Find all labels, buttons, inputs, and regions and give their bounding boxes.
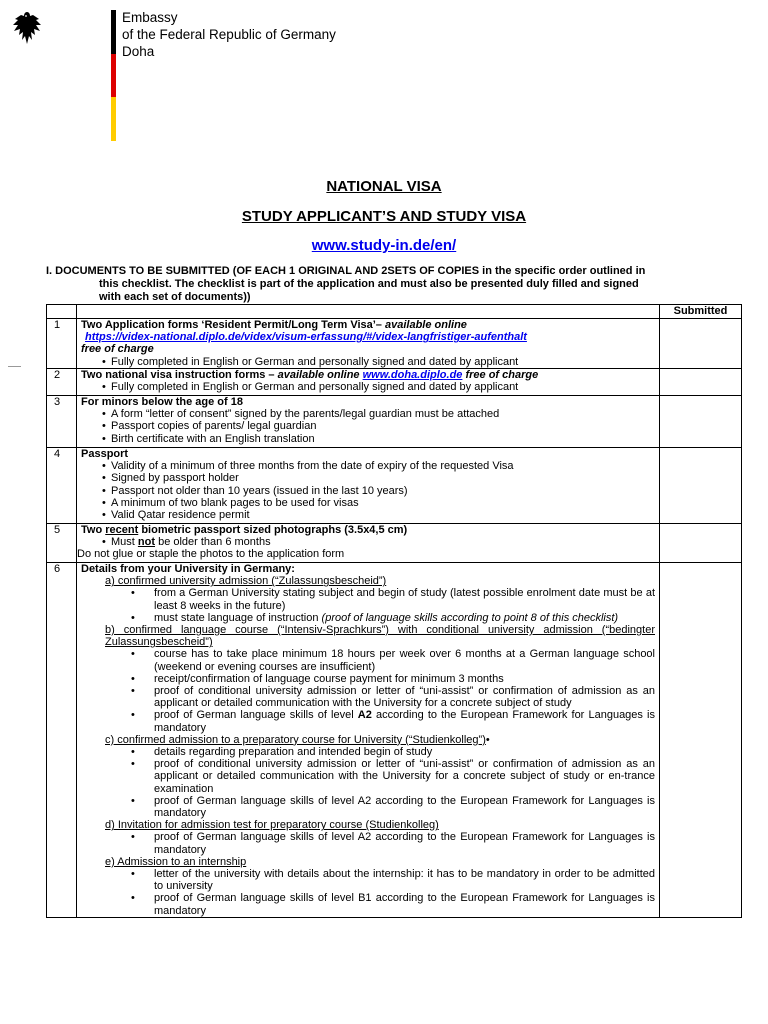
subsection-b-heading: b) confirmed language course (“Intensiv-Sprachkurs”) with conditional university admission (“bedingter Zulassungsbescheid”) [105, 624, 655, 649]
free-of-charge-text: free of charge [81, 343, 154, 356]
list-item [81, 536, 655, 548]
row-number: 2 [47, 369, 77, 396]
list-item: • Passport copies of parents/ legal guardian [81, 420, 655, 432]
table-row [47, 369, 742, 396]
list-item: • Valid Qatar residence permit [81, 509, 655, 521]
subsection-a-heading: a) confirmed university admission (“Zulassungsbescheid”) [105, 575, 387, 588]
photo-note: Do not glue or staple the photos to the application form [77, 548, 345, 561]
submitted-checkbox-cell[interactable] [660, 524, 742, 563]
row-title: Two [81, 524, 106, 536]
list-item-text: Must [111, 536, 138, 549]
intro-line-3: with each set of documents)) [99, 291, 251, 303]
submitted-checkbox-cell[interactable] [660, 319, 742, 369]
list-item-note: (proof of language skills according to point 8 of this checklist) [321, 611, 619, 624]
table-row [47, 448, 742, 524]
federal-eagle-icon [12, 10, 42, 46]
website-link[interactable]: www.study-in.de/en/ [311, 237, 457, 254]
table-header-row [47, 305, 742, 319]
row-title-italic: available online [277, 369, 363, 381]
submitted-checkbox-cell[interactable] [660, 563, 742, 918]
embassy-line-3: Doha [122, 44, 155, 59]
list-item: • proof of German language skills of level A2 according to the European Framework for Languages is mandatory [81, 831, 655, 855]
row-content [77, 563, 660, 918]
list-item: • receipt/confirmation of language course payment for minimum 3 months [81, 673, 655, 685]
list-item: • proof of German language skills of level B1 according to the European Framework for Languages is mandatory [81, 892, 655, 916]
list-item: • A minimum of two blank pages to be used for visas [81, 497, 655, 509]
documents-intro [46, 265, 696, 304]
list-item: • Validity of a minimum of three months from the date of expiry of the requested Visa [81, 460, 655, 472]
list-item: • details regarding preparation and intended begin of study [81, 746, 655, 758]
list-item: • Fully completed in English or German and personally signed and dated by applicant [81, 381, 655, 393]
row-title: Two Application forms ‘Resident Permit/Long Term Visa’– [81, 319, 385, 331]
list-item: • Signed by passport holder [81, 472, 655, 484]
free-of-charge-text: free of charge [462, 369, 539, 381]
list-item: • from a German University stating subject and begin of study (latest possible enrolment date must be at least 8 weeks in the future) [81, 587, 655, 611]
list-item: • Birth certificate with an English translation [81, 433, 655, 445]
embassy-line-2: of the Federal Republic of Germany [122, 27, 336, 42]
row-title: For minors below the age of 18 [81, 396, 243, 408]
row-title: Passport [81, 448, 129, 460]
list-item-text: must state language of instruction [154, 611, 322, 624]
list-item: • A form “letter of consent” signed by the parents/legal guardian must be attached [81, 408, 655, 420]
list-item: • proof of German language skills of level A2 according to the European Framework for Languages is mandatory [81, 795, 655, 819]
list-item: • Passport not older than 10 years (issued in the last 10 years) [81, 485, 655, 497]
row-number: 6 [47, 563, 77, 918]
row-content [77, 319, 660, 369]
row-number: 3 [47, 396, 77, 448]
submitted-checkbox-cell[interactable] [660, 369, 742, 396]
table-row [47, 396, 742, 448]
submitted-checkbox-cell[interactable] [660, 396, 742, 448]
title-national-visa: NATIONAL VISA [326, 178, 442, 195]
row-title-underlined: recent [105, 524, 139, 536]
list-item-text: proof of German language skills of level [154, 709, 358, 722]
list-item [81, 709, 655, 733]
intro-line-1: I. DOCUMENTS TO BE SUBMITTED (OF EACH 1 ORIGINAL AND 2SETS OF COPIES in the specific order outlined in [46, 265, 646, 277]
list-item: • proof of conditional university admission or letter of “uni-assist” or confirmation of admission as an applicant or detailed communication with the University for a concrete subject of study or en-trance examination [81, 758, 655, 795]
title-study-visa: STUDY APPLICANT’S AND STUDY VISA [241, 208, 527, 225]
documents-checklist-table [46, 304, 742, 918]
list-item [81, 612, 655, 624]
list-item: • letter of the university with details about the internship: it has to be mandatory in order to be admitted to university [81, 868, 655, 892]
subsection-c-heading: c) confirmed admission to a preparatory course for University (“Studienkolleg”) [105, 733, 486, 746]
subsection-c-mark: • [485, 733, 490, 746]
list-item: • course has to take place minimum 18 hours per week over 6 months at a German language school (weekend or evening courses are insufficient) [81, 648, 655, 672]
row-content [77, 448, 660, 524]
videx-link[interactable]: https://videx-national.diplo.de/videx/visum-erfassung/#/videx-langfristiger-aufenthalt [85, 331, 527, 344]
table-row [47, 319, 742, 369]
subsection-d-heading: d) Invitation for admission test for preparatory course (Studienkolleg) [105, 819, 439, 832]
row-content [77, 396, 660, 448]
row-content [77, 524, 660, 563]
header-num-cell [47, 305, 77, 319]
doha-diplo-link[interactable]: www.doha.diplo.de [362, 369, 463, 381]
intro-line-2: this checklist. The checklist is part of the application and must also be presented duly filled and signed [99, 278, 639, 290]
row-number: 4 [47, 448, 77, 524]
submitted-header: Submitted [660, 305, 742, 319]
list-item: • proof of conditional university admission or letter of “uni-assist” or confirmation of admission as an applicant or detailed communication with the University for a concrete subject of study [81, 685, 655, 709]
german-flag-bar [111, 10, 116, 141]
embassy-line-1: Embassy [122, 10, 178, 25]
embassy-logo [0, 0, 336, 120]
table-row [47, 563, 742, 918]
row-content [77, 369, 660, 396]
margin-mark [8, 366, 21, 367]
row-title-rest: biometric passport sized photographs (3.5x4,5 cm) [138, 524, 408, 536]
row-number: 5 [47, 524, 77, 563]
list-item: • Fully completed in English or German and personally signed and dated by applicant [81, 356, 655, 368]
row-title-italic: available online [384, 319, 467, 331]
embassy-name [122, 9, 336, 60]
row-title: Two national visa instruction forms – [81, 369, 278, 381]
header-doc-cell [77, 305, 660, 319]
subsection-e-heading: e) Admission to an internship [105, 855, 247, 868]
row-number: 1 [47, 319, 77, 369]
list-item-text-rest: according to the European Framework for Languages is mandatory [154, 709, 655, 734]
submitted-checkbox-cell[interactable] [660, 448, 742, 524]
row-title: Details from your University in Germany: [81, 563, 295, 575]
table-row [47, 524, 742, 563]
list-item-text-rest: be older than 6 months [155, 536, 271, 549]
list-item-level: A2 [357, 709, 372, 722]
list-item-emphasis: not [137, 536, 156, 549]
